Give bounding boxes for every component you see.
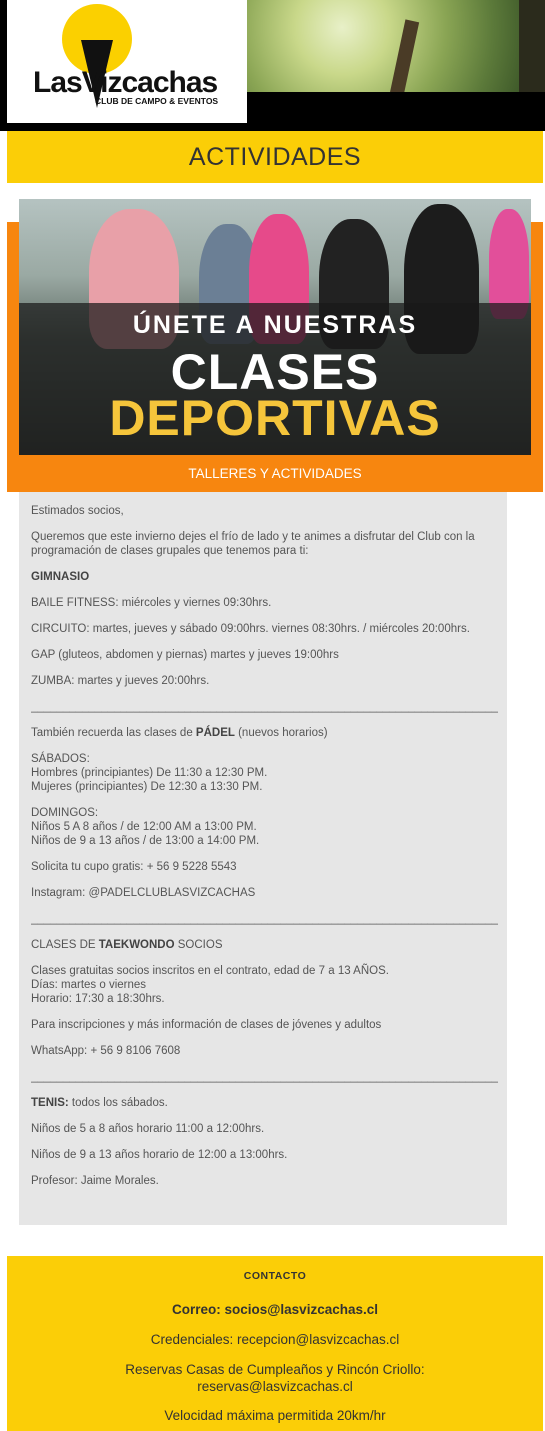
intro-text: Queremos que este invierno dejes el frío de lado y te animes a disfrutar del Club con la programación de clases grupales que tenemos para ti: xyxy=(31,531,475,557)
footer-title: CONTACTO xyxy=(243,1270,307,1282)
taekwondo-whatsapp: WhatsApp: + 56 9 8106 7608 xyxy=(31,1045,181,1057)
padel-saturdays: SÁBADOS: Hombres (principiantes) De 11:30 a 12:30 PM. Mujeres (principiantes) De 12:30 a 13:30 PM. xyxy=(31,753,268,793)
banner-frame-left xyxy=(7,222,19,492)
header-photo-edge xyxy=(519,0,545,92)
logo[interactable] xyxy=(7,0,247,123)
tenis-item: Niños de 9 a 13 años horario de 12:00 a 13:00hrs. xyxy=(31,1149,288,1161)
banner-heading-2: CLASES xyxy=(170,344,380,400)
banner-image[interactable] xyxy=(19,199,531,455)
divider: _________________________________________________________________________ xyxy=(31,1071,498,1083)
divider: _________________________________________________________________________ xyxy=(31,701,498,713)
banner-heading-3: DEPORTIVAS xyxy=(109,390,441,446)
footer-credentials-link[interactable]: Credenciales: recepcion@lasvizcachas.cl xyxy=(150,1332,400,1347)
section-title-band xyxy=(7,131,543,183)
banner-caption: TALLERES Y ACTIVIDADES xyxy=(188,466,362,481)
banner-frame-right xyxy=(531,222,543,492)
taekwondo-info: Para inscripciones y más información de clases de jóvenes y adultos xyxy=(31,1019,382,1031)
tenis-title: TENIS: todos los sábados. xyxy=(31,1097,168,1109)
divider: _________________________________________________________________________ xyxy=(31,913,498,925)
footer-reservations-link[interactable]: reservas@lasvizcachas.cl xyxy=(197,1379,353,1394)
footer-reservations-label: Reservas Casas de Cumpleaños y Rincón Criollo: xyxy=(125,1362,425,1377)
padel-phone: Solicita tu cupo gratis: + 56 9 5228 5543 xyxy=(31,861,237,873)
header-tree-photo xyxy=(247,0,519,92)
gym-item: BAILE FITNESS: miércoles y viernes 09:30hrs. xyxy=(31,597,272,609)
banner-caption-band xyxy=(7,455,543,492)
tenis-item: Niños de 5 a 8 años horario 11:00 a 12:00hrs. xyxy=(31,1123,265,1135)
taekwondo-details: Clases gratuitas socios inscritos en el contrato, edad de 7 a 13 AÑOS. Días: martes o viernes Horario: 17:30 a 18:30hrs. xyxy=(31,965,389,1005)
padel-instagram: Instagram: @PADELCLUBLASVIZCACHAS xyxy=(31,887,256,899)
tenis-teacher: Profesor: Jaime Morales. xyxy=(31,1175,159,1187)
gym-item: CIRCUITO: martes, jueves y sábado 09:00hrs. viernes 08:30hrs. / miércoles 20:00hrs. xyxy=(31,623,470,635)
section-title: ACTIVIDADES xyxy=(188,142,362,171)
footer-speed-note: Velocidad máxima permitida 20km/hr xyxy=(164,1408,386,1423)
content-body xyxy=(31,504,501,1200)
gym-item: GAP (gluteos, abdomen y piernas) martes y jueves 19:00hrs xyxy=(31,649,339,661)
logo-wordmark: LasVizcachas xyxy=(33,66,218,99)
padel-intro: También recuerda las clases de PÁDEL (nuevos horarios) xyxy=(31,727,328,739)
gym-title: GIMNASIO xyxy=(31,571,90,583)
taekwondo-title: CLASES DE TAEKWONDO SOCIOS xyxy=(31,939,223,951)
footer-email-link[interactable]: Correo: socios@lasvizcachas.cl xyxy=(171,1302,378,1317)
gym-item: ZUMBA: martes y jueves 20:00hrs. xyxy=(31,675,210,687)
logo-subtitle: CLUB DE CAMPO & EVENTOS xyxy=(95,96,219,106)
content-panel xyxy=(19,492,507,1225)
tree-trunk xyxy=(389,19,419,92)
padel-sundays: DOMINGOS: Niños 5 A 8 años / de 12:00 AM a 13:00 PM. Niños de 9 a 13 años / de 13:00 a 14:00 PM. xyxy=(31,807,260,847)
footer xyxy=(7,1256,543,1431)
banner-heading-1: ÚNETE A NUESTRAS xyxy=(132,311,418,339)
greeting: Estimados socios, xyxy=(31,505,124,517)
